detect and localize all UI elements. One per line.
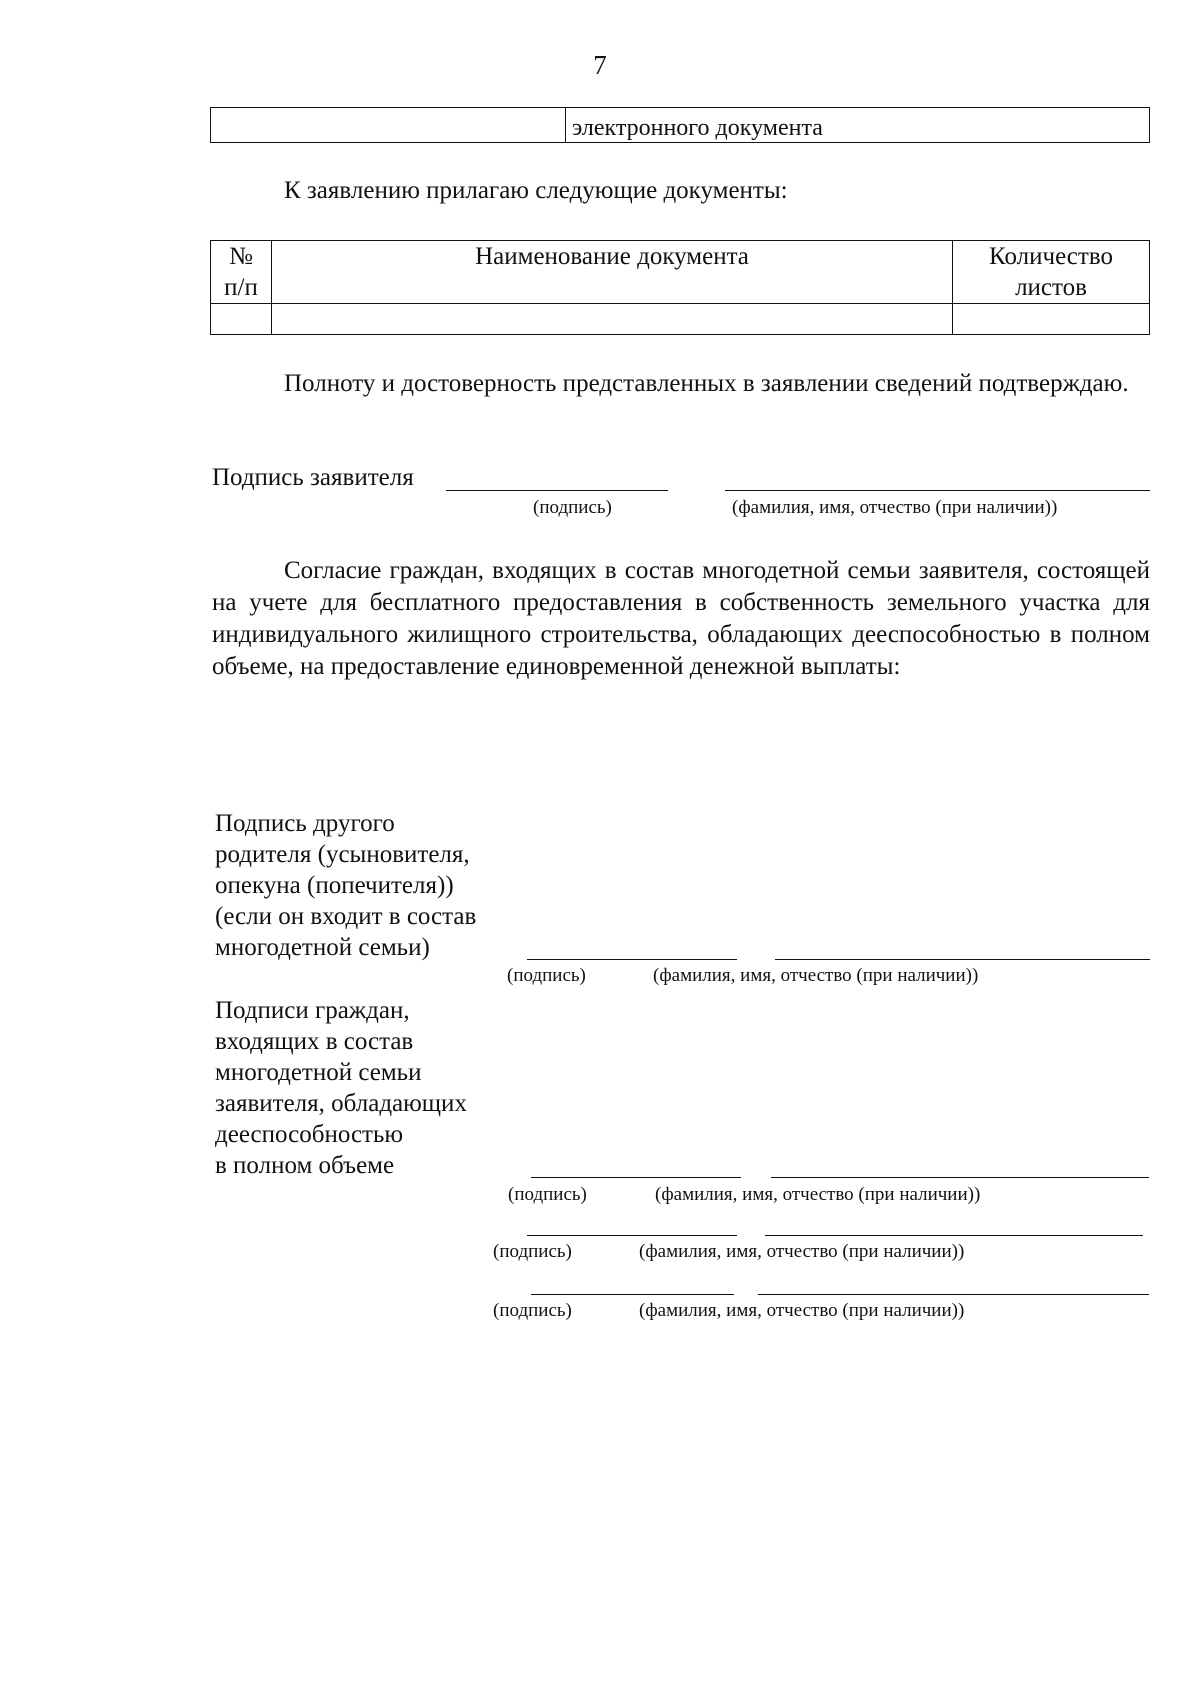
applicant-signature-caption: (подпись) [533, 497, 612, 518]
row-number-cell [211, 304, 272, 335]
header-sheet-count-line2: листов [1015, 274, 1087, 301]
family-members-label-line: многодетной семьи [215, 1059, 422, 1086]
member-name-line[interactable] [758, 1294, 1149, 1295]
header-document-name-text: Наименование документа [475, 243, 749, 270]
applicant-signature-line[interactable] [446, 490, 668, 491]
family-members-label-line: в полном объеме [215, 1152, 395, 1179]
family-members-label-line: Подписи граждан, [215, 997, 410, 1024]
header-document-name [272, 241, 953, 304]
row-sheet-count-cell [953, 304, 1150, 335]
member-signature-caption: (подпись) [508, 1184, 587, 1205]
member-signature-caption: (подпись) [493, 1241, 572, 1262]
other-parent-label-line: опекуна (попечителя)) [215, 872, 454, 899]
consent-paragraph: Согласие граждан, входящих в состав многодетной семьи заявителя, состоящей на учете для бесплатного предоставления в собственность земельного участка для индивидуального жилищного строительства, обладающих дееспособностью в полном объеме, на предоставление единовременной денежной выплаты: [212, 557, 1150, 680]
member-name-caption: (фамилия, имя, отчество (при наличии)) [639, 1300, 965, 1321]
applicant-name-caption: (фамилия, имя, отчество (при наличии)) [732, 497, 1058, 518]
member-name-caption: (фамилия, имя, отчество (при наличии)) [639, 1241, 965, 1262]
header-sheet-count [953, 241, 1150, 304]
other-parent-name-caption: (фамилия, имя, отчество (при наличии)) [653, 965, 979, 986]
header-number-line1: № [229, 243, 253, 270]
other-parent-signature-caption: (подпись) [507, 965, 586, 986]
member-signature-line[interactable] [531, 1177, 741, 1178]
other-parent-label [215, 808, 476, 963]
top-table-left-cell [211, 108, 566, 143]
member-signature-line[interactable] [531, 1294, 734, 1295]
attachments-intro: К заявлению прилагаю следующие документы: [284, 177, 788, 204]
other-parent-signature-line[interactable] [527, 959, 737, 960]
documents-table-row [211, 304, 1150, 335]
applicant-name-line[interactable] [725, 490, 1150, 491]
other-parent-label-line: Подпись другого [215, 810, 395, 837]
family-members-label-line: входящих в состав [215, 1028, 414, 1055]
member-signature-line[interactable] [527, 1235, 737, 1236]
header-number-line2: п/п [224, 274, 258, 301]
header-sheet-count-line1: Количество [989, 243, 1113, 270]
other-parent-label-line: родителя (усыновителя, [215, 841, 470, 868]
top-table-fragment [210, 107, 1150, 143]
member-signature-caption: (подпись) [493, 1300, 572, 1321]
row-document-name-cell [272, 304, 953, 335]
applicant-signature-label: Подпись заявителя [212, 464, 414, 491]
other-parent-label-line: многодетной семьи) [215, 934, 430, 961]
documents-table-header [211, 241, 1150, 304]
family-members-label-line: заявителя, обладающих [215, 1090, 467, 1117]
other-parent-name-line[interactable] [775, 959, 1150, 960]
documents-table [210, 240, 1150, 335]
confirmation-paragraph: Полноту и достоверность представленных в заявлении сведений подтверждаю. [284, 370, 1129, 397]
family-members-label-line: дееспособностью [215, 1121, 404, 1148]
member-name-line[interactable] [771, 1177, 1149, 1178]
member-name-caption: (фамилия, имя, отчество (при наличии)) [655, 1184, 981, 1205]
family-members-label [215, 995, 467, 1181]
other-parent-label-line: (если он входит в состав [215, 903, 477, 930]
header-number [211, 241, 272, 304]
page-number: 7 [593, 50, 607, 80]
member-name-line[interactable] [765, 1235, 1143, 1236]
top-table-right-cell: электронного документа [566, 108, 1150, 143]
